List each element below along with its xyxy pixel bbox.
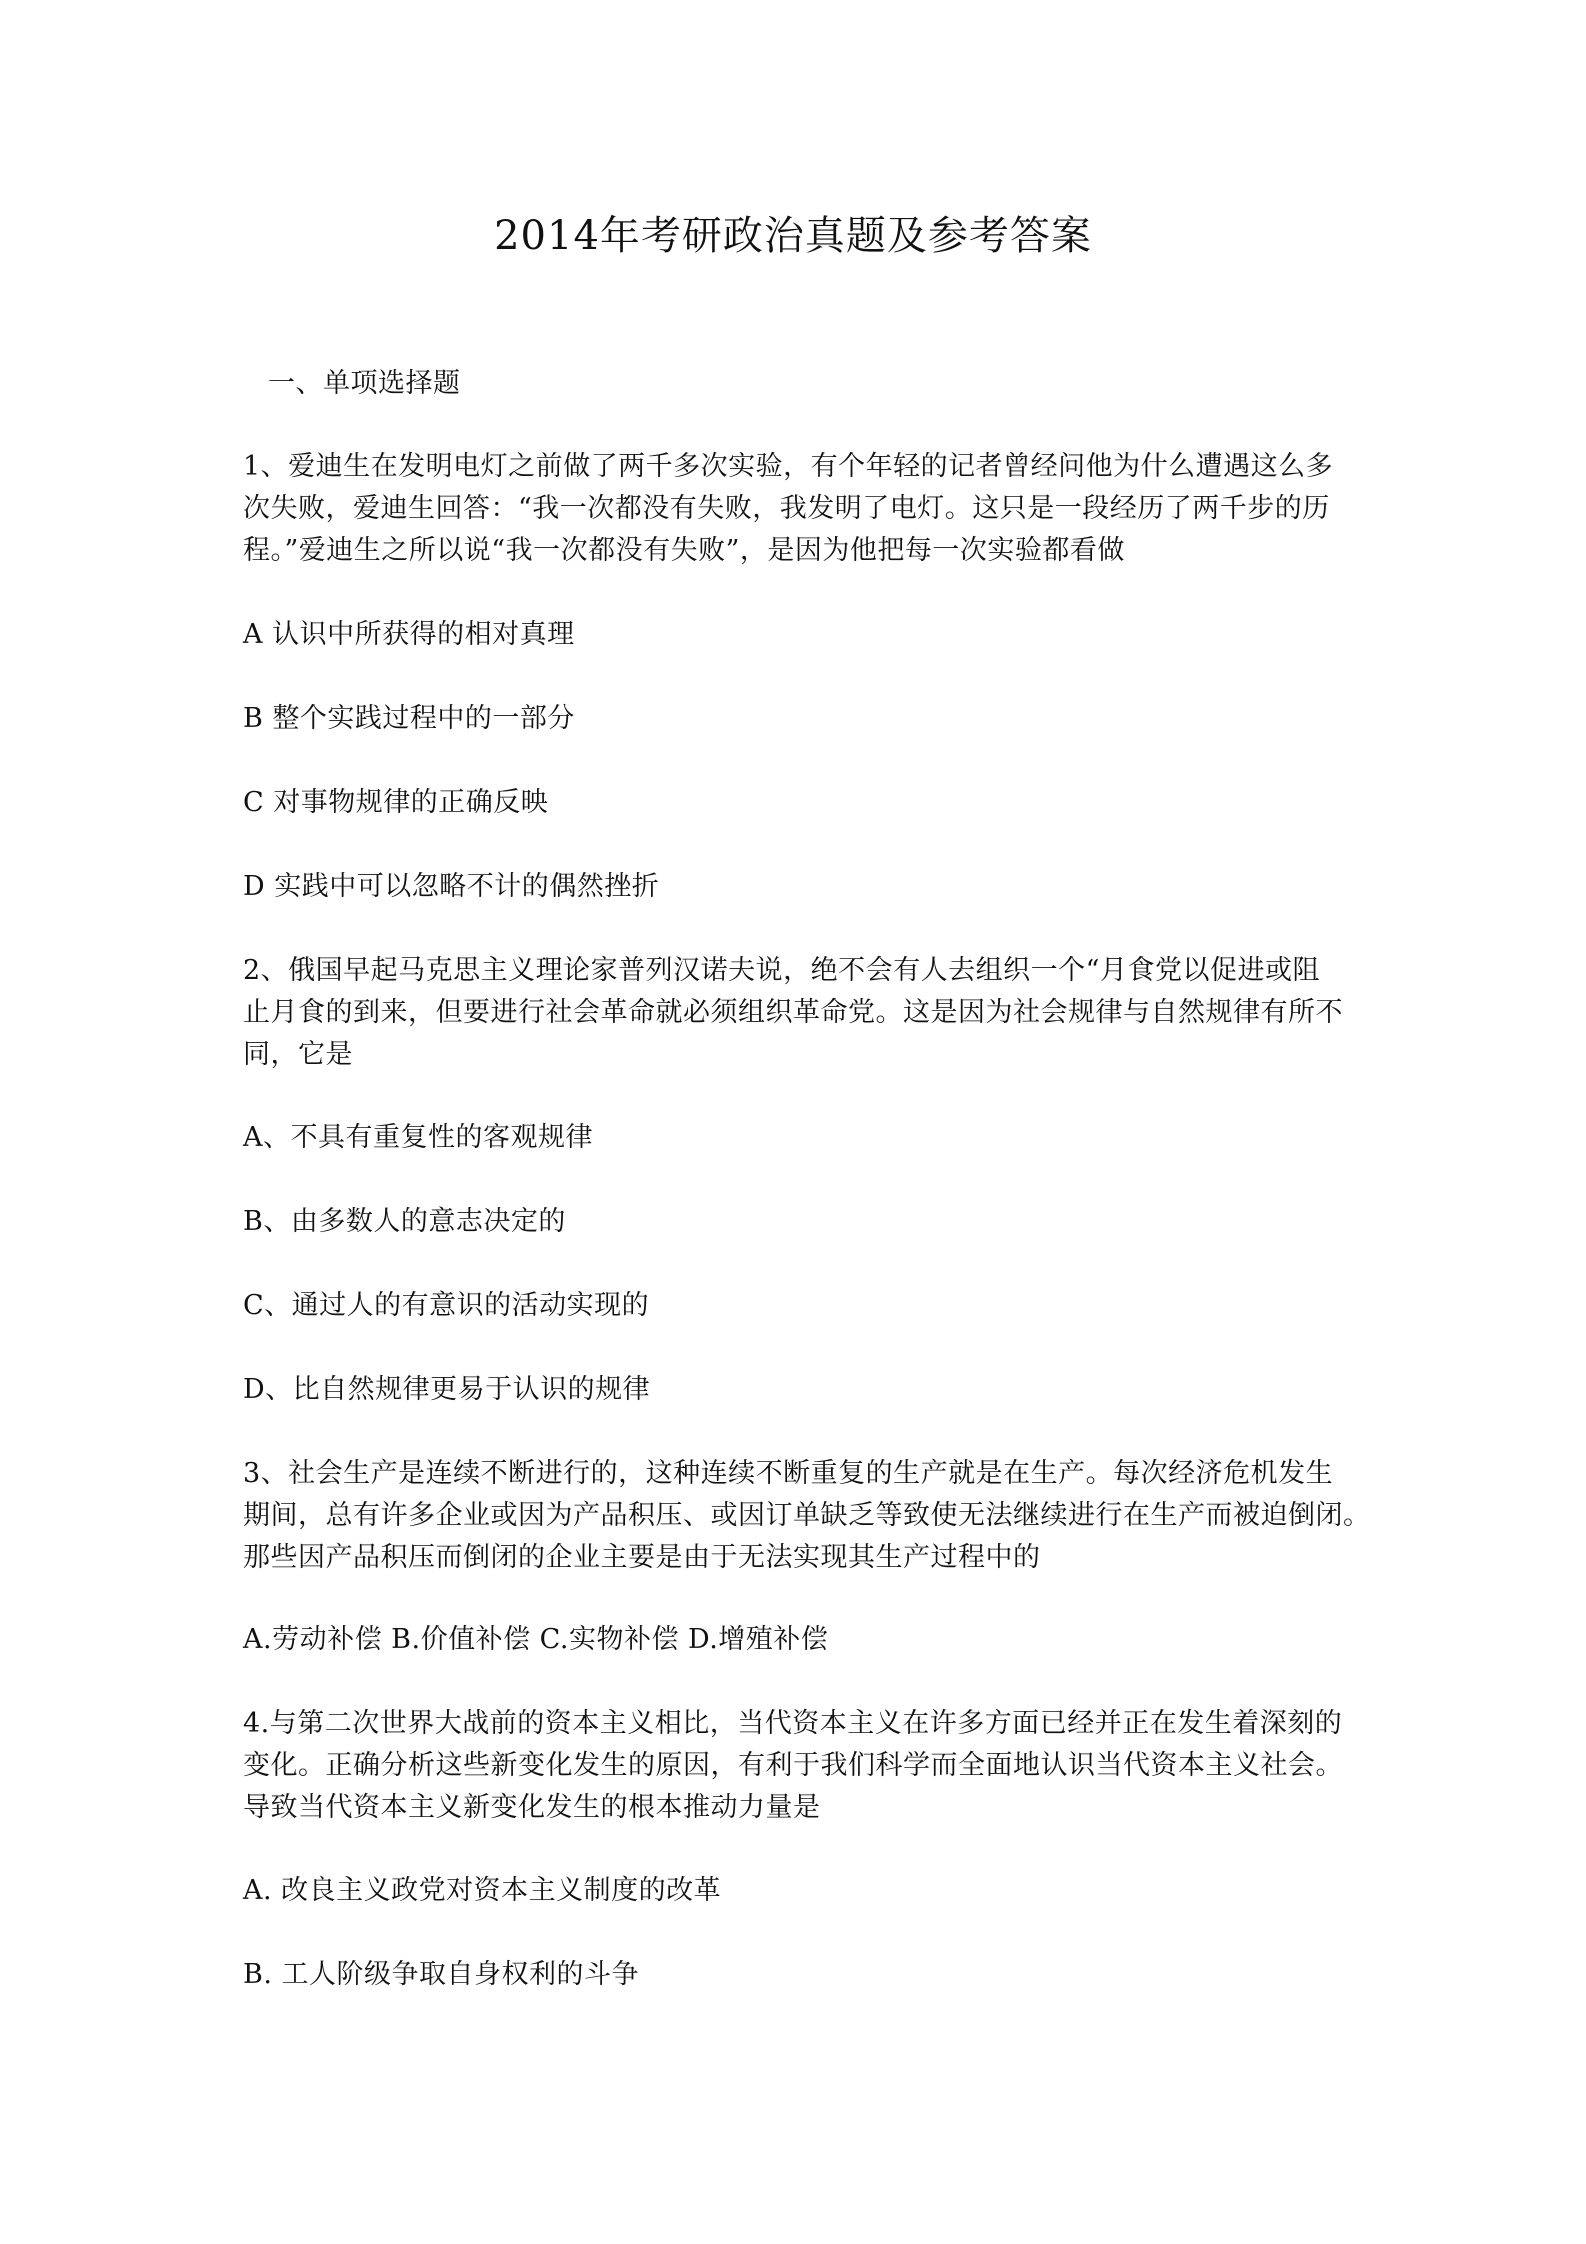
question-3-options: A.劳动补偿 B.价值补偿 C.实物补偿 D.增殖补偿	[243, 1624, 829, 1655]
question-1-option-a: A 认识中所获得的相对真理	[243, 619, 575, 650]
question-2-stem	[243, 950, 1363, 1076]
document-title: 2014年考研政治真题及参考答案	[494, 213, 1092, 259]
question-1-option-d: D 实践中可以忽略不计的偶然挫折	[243, 871, 660, 902]
question-1-stem-line: 次失败，爱迪生回答：“我一次都没有失败，我发明了电灯。这只是一段经历了两千步的历	[243, 493, 1330, 524]
question-4-stem-line: 导致当代资本主义新变化发生的根本推动力量是	[243, 1792, 821, 1823]
question-2-stem-line: 同，它是	[243, 1039, 353, 1070]
section-heading: 一、单项选择题	[268, 368, 461, 399]
question-2-stem-line: 2、俄国早起马克思主义理论家普列汉诺夫说，绝不会有人去组织一个“月食党以促进或阻	[243, 955, 1320, 986]
question-3-stem-line: 期间，总有许多企业或因为产品积压、或因订单缺乏等致使无法继续进行在生产而被迫倒闭。	[243, 1500, 1371, 1531]
question-2-option-d: D、比自然规律更易于认识的规律	[243, 1374, 651, 1405]
question-2-option-b: B、由多数人的意志决定的	[243, 1206, 566, 1237]
question-4-option-b: B. 工人阶级争取自身权利的斗争	[243, 1959, 640, 1990]
question-4-option-a: A. 改良主义政党对资本主义制度的改革	[243, 1875, 722, 1906]
question-3-stem	[243, 1453, 1371, 1579]
question-4-stem-line: 变化。正确分析这些新变化发生的原因，有利于我们科学而全面地认识当代资本主义社会。	[243, 1750, 1343, 1781]
question-1-stem-line: 1、爱迪生在发明电灯之前做了两千多次实验，有个年轻的记者曾经问他为什么遭遇这么多	[243, 451, 1334, 482]
question-1-stem-line: 程。”爱迪生之所以说“我一次都没有失败”，是因为他把每一次实验都看做	[243, 535, 1125, 566]
question-2-stem-line: 止月食的到来，但要进行社会革命就必须组织革命党。这是因为社会规律与自然规律有所不	[243, 997, 1343, 1028]
question-1-stem	[243, 446, 1363, 572]
question-3-stem-line: 3、社会生产是连续不断进行的，这种连续不断重复的生产就是在生产。每次经济危机发生	[243, 1458, 1334, 1489]
question-2-option-c: C、通过人的有意识的活动实现的	[243, 1290, 650, 1321]
question-4-stem-line: 4.与第二次世界大战前的资本主义相比，当代资本主义在许多方面已经并正在发生着深刻的	[243, 1708, 1343, 1739]
question-3-stem-line: 那些因产品积压而倒闭的企业主要是由于无法实现其生产过程中的	[243, 1542, 1041, 1573]
question-4-stem	[243, 1703, 1363, 1829]
question-1-option-c: C 对事物规律的正确反映	[243, 787, 549, 818]
question-1-option-b: B 整个实践过程中的一部分	[243, 703, 575, 734]
question-2-option-a: A、不具有重复性的客观规律	[243, 1122, 593, 1153]
